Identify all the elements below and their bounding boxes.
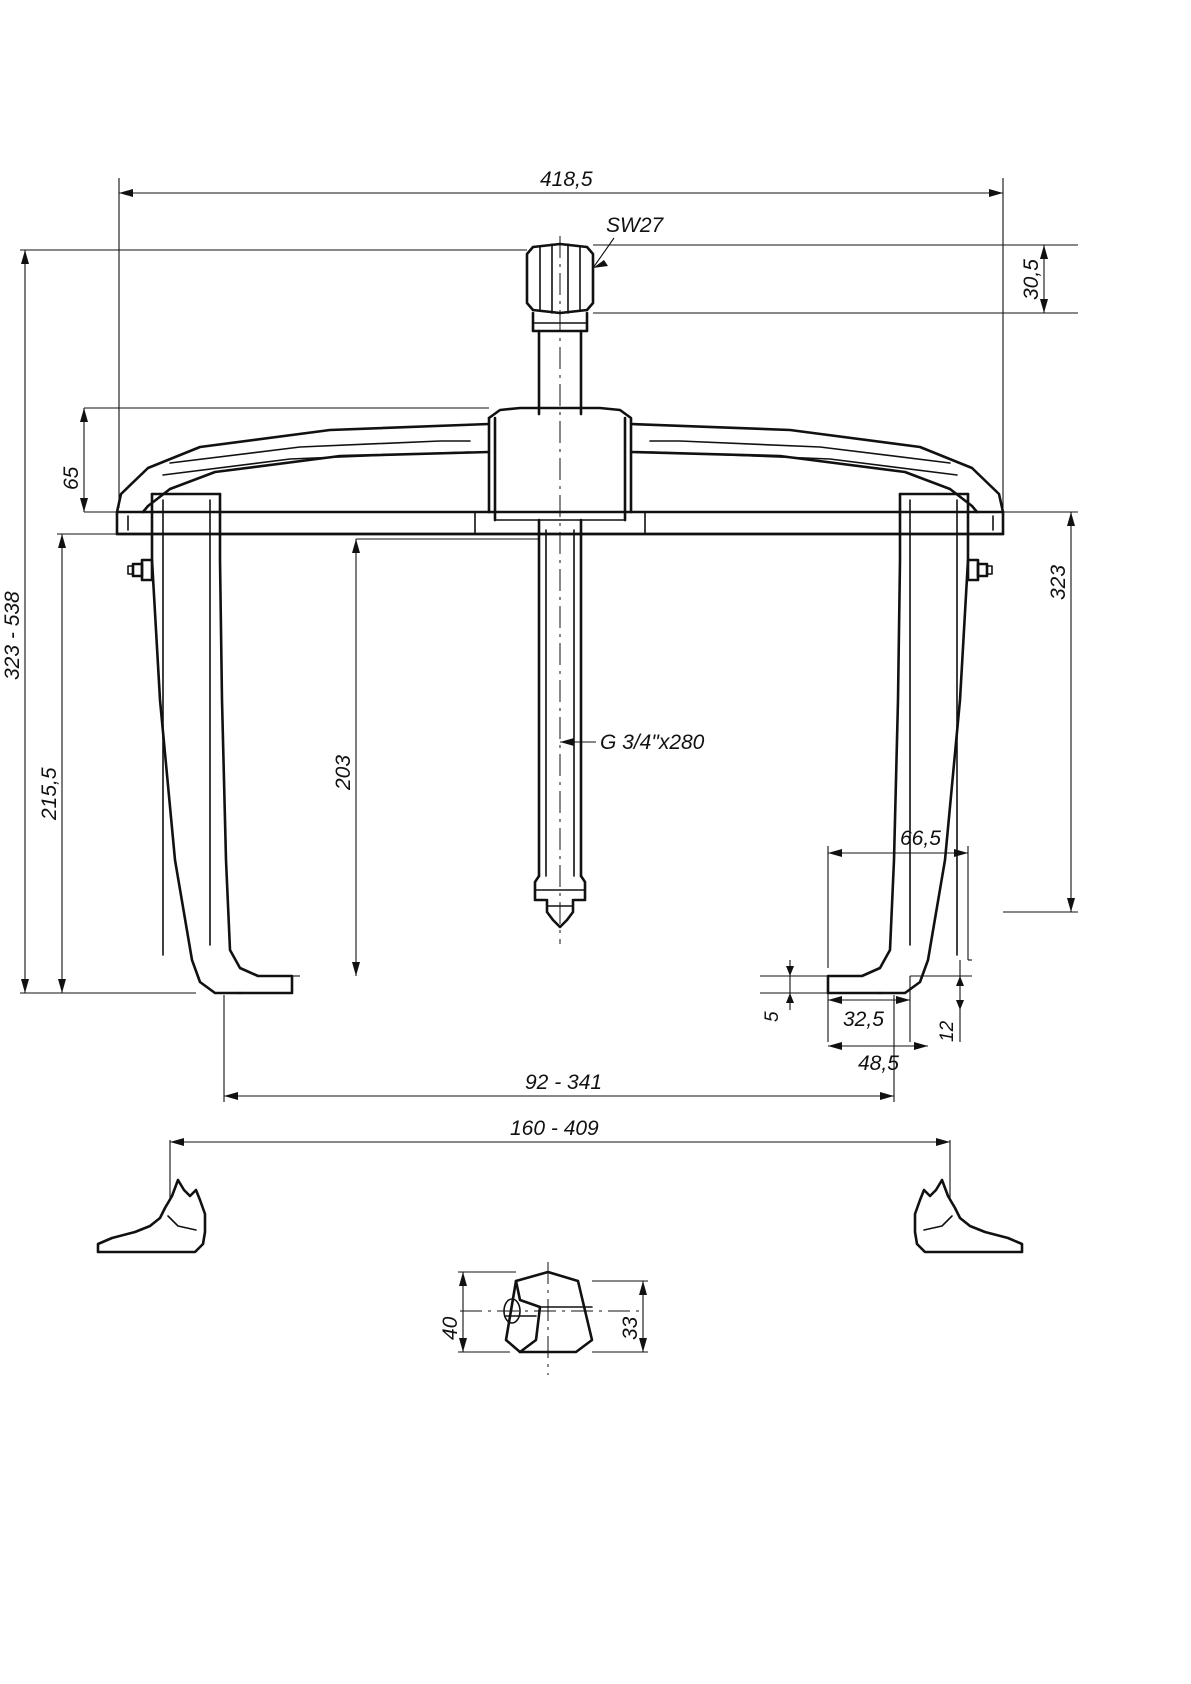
left-arm (152, 494, 292, 993)
dim-hex-size (593, 214, 665, 268)
dim-overall-width-text: 418,5 (540, 168, 593, 191)
dim-hex-height-text: 30,5 (1020, 259, 1043, 300)
dim-thread-spec-text: G 3/4"x280 (600, 731, 705, 754)
dim-section-height (592, 1281, 648, 1352)
dim-total-height-range-text: 323 - 538 (1, 591, 24, 680)
dim-jaw-thickness-text: 12 (937, 1020, 958, 1042)
dim-jaw-width-inner-text: 32,5 (843, 1008, 884, 1031)
front-view-geometry (117, 236, 1003, 993)
dim-jaw-lip-text: 5 (762, 1011, 783, 1022)
dim-section-height-text: 33 (619, 1316, 642, 1340)
dim-reach-range-inner (224, 995, 894, 1102)
dim-total-height-range (1, 250, 527, 993)
dim-jaw-offset-text: 66,5 (900, 827, 941, 850)
dim-spindle-length (292, 539, 539, 976)
dim-right-height-text: 323 (1047, 564, 1070, 600)
dim-section-width-text: 40 (439, 1316, 462, 1340)
dim-reach-range-outer (170, 1117, 950, 1200)
dim-yoke-height-text: 65 (60, 466, 83, 490)
arm-detail-view-geometry (98, 1180, 1022, 1252)
dim-jaw-width-outer-text: 48,5 (858, 1052, 899, 1075)
right-clamp-screw (968, 560, 992, 580)
dim-jaw-width-inner (828, 976, 910, 1042)
dim-arm-span-lower-text: 215,5 (38, 767, 61, 820)
dim-jaw-lip (760, 960, 828, 1022)
dim-hex-size-text: SW27 (606, 214, 664, 237)
dim-overall-width (119, 168, 1003, 508)
dim-yoke-height (60, 408, 489, 512)
dim-hex-height (593, 245, 1078, 313)
dim-arm-span-lower (38, 534, 196, 993)
jaw-section-view-geometry (460, 1262, 640, 1375)
dim-spindle-length-text: 203 (332, 754, 355, 790)
dim-right-height (1003, 512, 1078, 912)
dim-reach-range-outer-text: 160 - 409 (510, 1117, 599, 1140)
dim-reach-range-inner-text: 92 - 341 (525, 1071, 603, 1094)
left-clamp-screw (128, 560, 152, 580)
right-arm (828, 494, 968, 993)
dim-jaw-width-outer (828, 1042, 928, 1075)
dim-jaw-thickness (910, 960, 972, 1042)
